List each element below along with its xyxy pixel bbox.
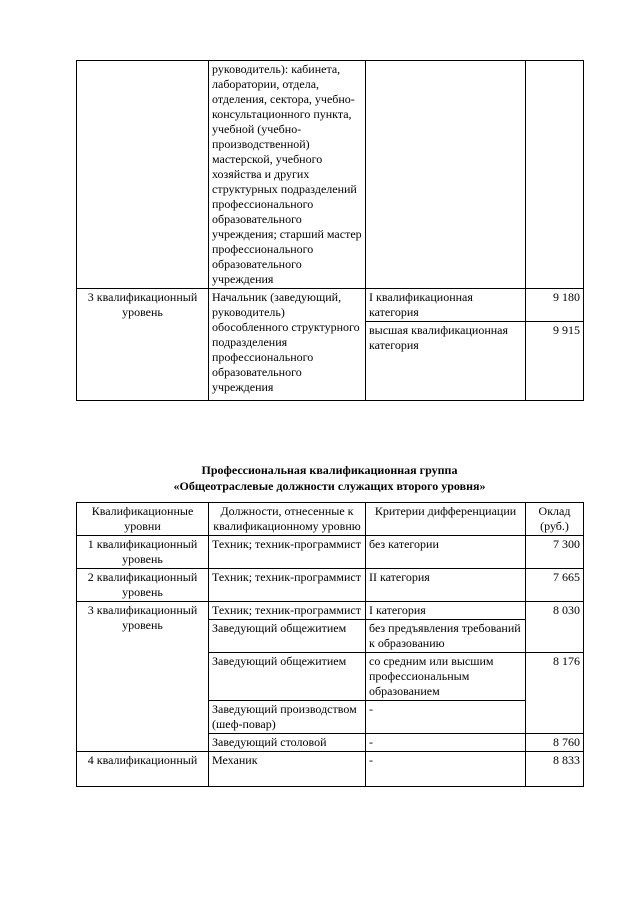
salary-cell: 7 300	[526, 536, 584, 569]
criteria-cell: II категория	[366, 569, 526, 602]
table-row	[77, 569, 584, 602]
salary-table-continued	[76, 60, 584, 401]
salary-cell: 8 176	[526, 653, 584, 734]
position-cell: руководитель): кабинета, лаборатории, отдела, отделения, сектора, учебно-консультационного пункта, учебной (учебно-производственной) мастерской, учебного хозяйства и других структурных подразделений профессионального образовательного учреждения; старший мастер профессионального образовательного учреждения	[209, 61, 366, 289]
criteria-cell: без предъявления требований к образованию	[366, 620, 526, 653]
criteria-cell: высшая квалификационная категория	[366, 322, 526, 401]
qualification-level-cell: 3 квалификационный уровень	[77, 602, 209, 752]
position-cell: Механик	[209, 752, 366, 787]
salary-cell: 8 833	[526, 752, 584, 787]
salary-cell: 8 760	[526, 734, 584, 752]
salary-cell: 9 915	[526, 322, 584, 401]
criteria-cell: -	[366, 734, 526, 752]
salary-cell: 9 180	[526, 289, 584, 322]
qualification-level-cell: 4 квалификационный	[77, 752, 209, 787]
group-heading-line-1: Профессиональная квалификационная группа	[201, 463, 458, 477]
position-cell: Заведующий общежитием	[209, 620, 366, 653]
salary-table	[76, 502, 584, 787]
table-row	[77, 602, 584, 620]
criteria-cell: -	[366, 701, 526, 734]
header-level: Квалификационные уровни	[77, 503, 209, 536]
position-cell: Заведующий столовой	[209, 734, 366, 752]
position-cell: Техник; техник-программист	[209, 602, 366, 620]
group-heading	[76, 462, 583, 494]
position-cell: Техник; техник-программист	[209, 536, 366, 569]
header-criteria: Критерии дифференциации	[366, 503, 526, 536]
position-cell: Заведующий производством (шеф-повар)	[209, 701, 366, 734]
qualification-level-cell	[77, 61, 209, 289]
criteria-cell: I категория	[366, 602, 526, 620]
group-heading-line-2: «Общеотраслевые должности служащих второго уровня»	[173, 479, 486, 493]
criteria-cell: I квалификационная категория	[366, 289, 526, 322]
salary-cell: 7 665	[526, 569, 584, 602]
qualification-level-cell: 1 квалификационный уровень	[77, 536, 209, 569]
table-row	[77, 536, 584, 569]
table-header-row	[77, 503, 584, 536]
table-row	[77, 289, 584, 322]
position-cell: Заведующий общежитием	[209, 653, 366, 701]
header-position: Должности, отнесенные к квалификационному уровню	[209, 503, 366, 536]
position-cell: Техник; техник-программист	[209, 569, 366, 602]
qualification-level-cell: 2 квалификационный уровень	[77, 569, 209, 602]
salary-cell: 8 030	[526, 602, 584, 653]
criteria-cell: без категории	[366, 536, 526, 569]
qualification-level-cell: 3 квалификационный уровень	[77, 289, 209, 401]
header-salary: Оклад (руб.)	[526, 503, 584, 536]
criteria-cell: -	[366, 752, 526, 787]
table-row	[77, 752, 584, 787]
salary-cell	[526, 61, 584, 289]
table-row	[77, 61, 584, 289]
criteria-cell: со средним или высшим профессиональным образованием	[366, 653, 526, 701]
position-cell: Начальник (заведующий, руководитель) обособленного структурного подразделения профессионального образовательного учреждения	[209, 289, 366, 401]
criteria-cell	[366, 61, 526, 289]
